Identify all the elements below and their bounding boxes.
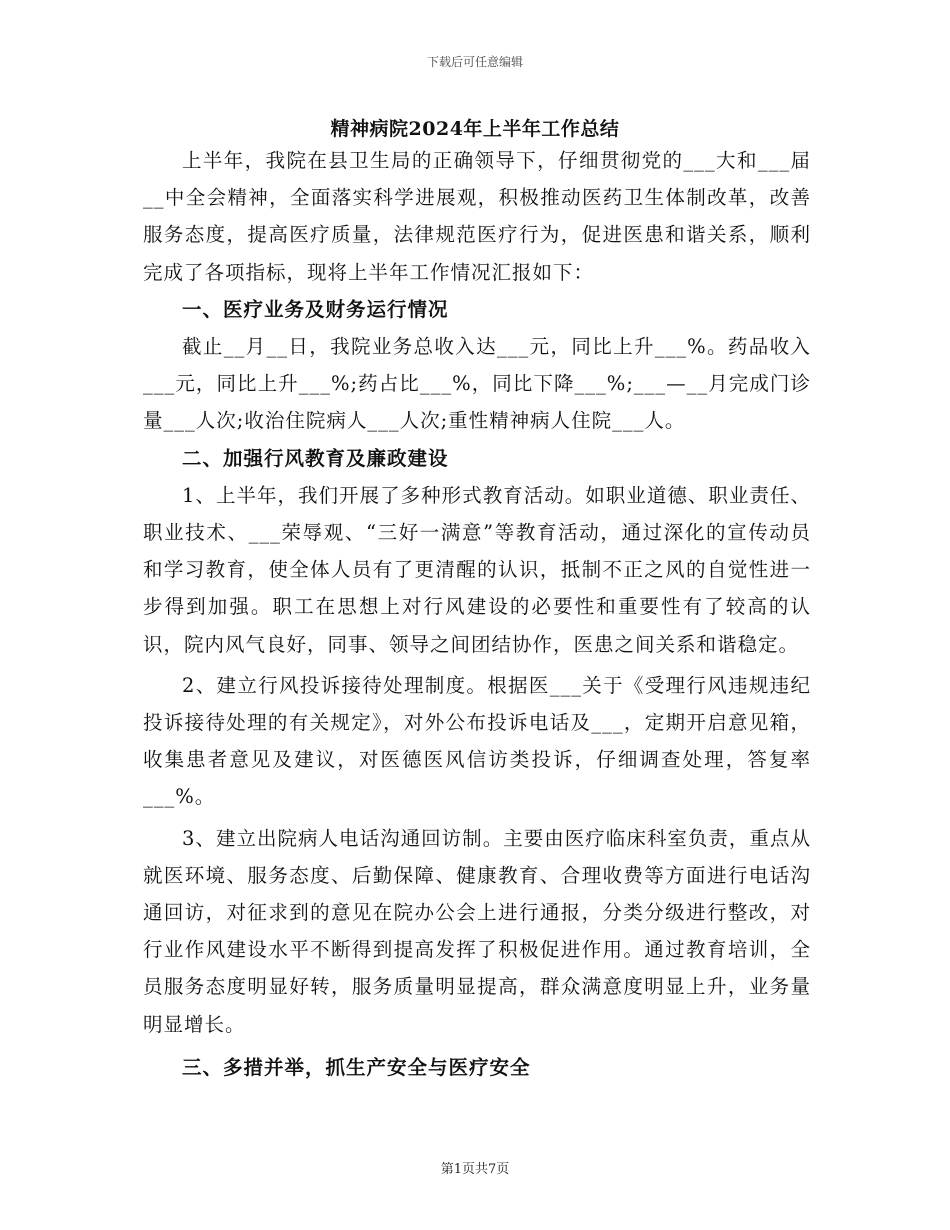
section-2-paragraph-3: 3、建立出院病人电话沟通回访制。主要由医疗临床科室负责，重点从就医环境、服务态度、后勤保障、健康教育、合理收费等方面进行电话沟通回访，对征求到的意见在院办公会上进行通报，分类分级进行整改，对行业作风建设水平不断得到提高发挥了积极促进作用。通过教育培训，全员服务态度明显好转，服务质量明显提高，群众满意度明显上升，业务量明显增长。	[143, 826, 811, 1036]
document-body	[143, 142, 811, 1086]
section-2-heading: 二、加强行风教育及廉政建设	[182, 446, 449, 470]
section-2-paragraph-2: 2、建立行风投诉接待处理制度。根据医___关于《受理行风违规违纪投诉接待处理的有关规定》，对外公布投诉电话及___，定期开启意见箱，收集患者意见及建议，对医德医风信访类投诉，仔细调查处理，答复率___%。	[143, 673, 811, 809]
section-1-heading: 一、医疗业务及财务运行情况	[182, 297, 449, 321]
section-1-paragraph: 截止__月__日，我院业务总收入达___元，同比上升___%。药品收入___元，同比上升___%;药占比___%，同比下降___%;___—__月完成门诊量___人次;收治住院病人___人次;重性精神病人住院___人。	[143, 335, 811, 433]
section-3-heading: 三、多措并举，抓生产安全与医疗安全	[182, 1055, 531, 1079]
page-number-footer: 第1页共7页	[440, 1162, 510, 1177]
section-2-paragraph-1: 1、上半年，我们开展了多种形式教育活动。如职业道德、职业责任、职业技术、___荣辱观、“三好一满意”等教育活动，通过深化的宣传动员和学习教育，使全体人员有了更清醒的认识，抵制不正之风的自觉性进一步得到加强。职工在思想上对行风建设的必要性和重要性有了较高的认识，院内风气良好，同事、领导之间团结协作，医患之间关系和谐稳定。	[143, 483, 811, 656]
document-title: 精神病院2024年上半年工作总结	[330, 118, 620, 140]
intro-paragraph: 上半年，我院在县卫生局的正确领导下，仔细贯彻党的___大和___届__中全会精神，全面落实科学进展观，积极推动医药卫生体制改革，改善服务态度，提高医疗质量，法律规范医疗行为，促进医患和谐关系，顺利完成了各项指标，现将上半年工作情况汇报如下：	[143, 149, 811, 284]
page-header-note: 下载后可任意编辑	[426, 55, 523, 69]
